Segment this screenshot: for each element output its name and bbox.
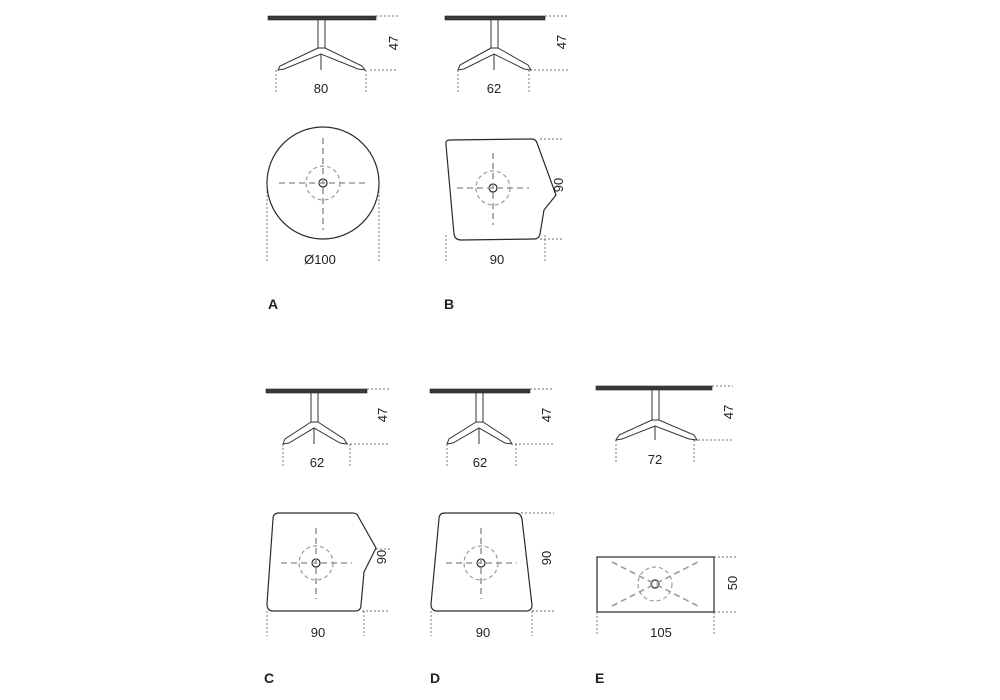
table-d-dimension-lines: [447, 389, 553, 466]
table-a-side-view: [268, 16, 401, 96]
table-e-base-legs: [612, 562, 698, 606]
table-e-side-view: [596, 386, 736, 467]
table-e-star-base: [616, 420, 697, 440]
table-e-base-width-label: 72: [647, 452, 663, 467]
table-c-dimension-lines: [283, 389, 389, 466]
table-b-height-label: 47: [554, 34, 569, 50]
table-a-base-width-label: 80: [313, 81, 329, 96]
table-c-height-label: 47: [375, 407, 390, 423]
table-e-dimension-lines: [616, 386, 733, 462]
table-d-plan-dimension-lines: [431, 513, 554, 636]
table-e-depth-label: 50: [725, 575, 740, 591]
table-b-drawing: [444, 16, 569, 312]
table-c-width-label: 90: [310, 625, 326, 640]
table-a-letter: A: [268, 296, 279, 312]
table-e-rectangular-top: [597, 557, 714, 612]
table-d-side-view: [430, 389, 554, 470]
table-a-tabletop-profile: [268, 16, 376, 20]
table-a-base-legs: [279, 138, 367, 230]
table-e-width-label: 105: [650, 625, 672, 640]
table-d-base-legs: [446, 528, 517, 599]
table-c-plan-view: [267, 513, 390, 640]
table-c-base-legs: [281, 528, 352, 599]
table-c-side-view: [266, 389, 390, 470]
table-d-depth-label: 90: [539, 550, 554, 566]
table-d-plan-view: [431, 513, 554, 640]
table-c-drawing: [264, 389, 390, 686]
table-c-plan-dimension-lines: [267, 549, 390, 636]
table-a-plan-view: [267, 127, 379, 267]
table-c-shaped-top: [267, 513, 376, 611]
table-b-base-width-label: 62: [486, 81, 502, 96]
table-c-depth-label: 90: [374, 549, 389, 565]
table-b-plan-view: [446, 139, 566, 267]
table-b-side-view: [445, 16, 569, 96]
table-e-base-footprint: [638, 567, 672, 601]
table-b-base-legs: [457, 153, 529, 225]
table-d-base-width-label: 62: [472, 455, 488, 470]
table-b-shaped-top: [446, 139, 556, 240]
table-e-height-label: 47: [721, 404, 736, 420]
table-b-letter: B: [444, 296, 455, 312]
table-b-plan-dimension-lines: [446, 139, 563, 262]
table-d-tabletop-profile: [430, 389, 530, 393]
table-a-drawing: [267, 16, 401, 312]
table-c-base-width-label: 62: [309, 455, 325, 470]
table-d-drawing: [430, 389, 554, 686]
table-b-dimension-lines: [458, 16, 568, 92]
table-d-letter: D: [430, 670, 441, 686]
table-d-width-label: 90: [475, 625, 491, 640]
table-d-height-label: 47: [539, 407, 554, 423]
table-e-column-point: [651, 580, 659, 588]
table-e-plan-view: [597, 557, 740, 640]
table-b-tabletop-profile: [445, 16, 545, 20]
table-a-diameter-label: Ø100: [304, 252, 336, 267]
table-b-width-label: 90: [489, 252, 505, 267]
table-e-tabletop-profile: [596, 386, 712, 390]
table-c-letter: C: [264, 670, 275, 686]
table-b-depth-label: 90: [551, 177, 566, 193]
table-e-drawing: [595, 386, 740, 686]
table-e-letter: E: [595, 670, 605, 686]
table-c-star-base: [283, 422, 347, 444]
table-a-height-label: 47: [386, 35, 401, 51]
table-c-tabletop-profile: [266, 389, 367, 393]
